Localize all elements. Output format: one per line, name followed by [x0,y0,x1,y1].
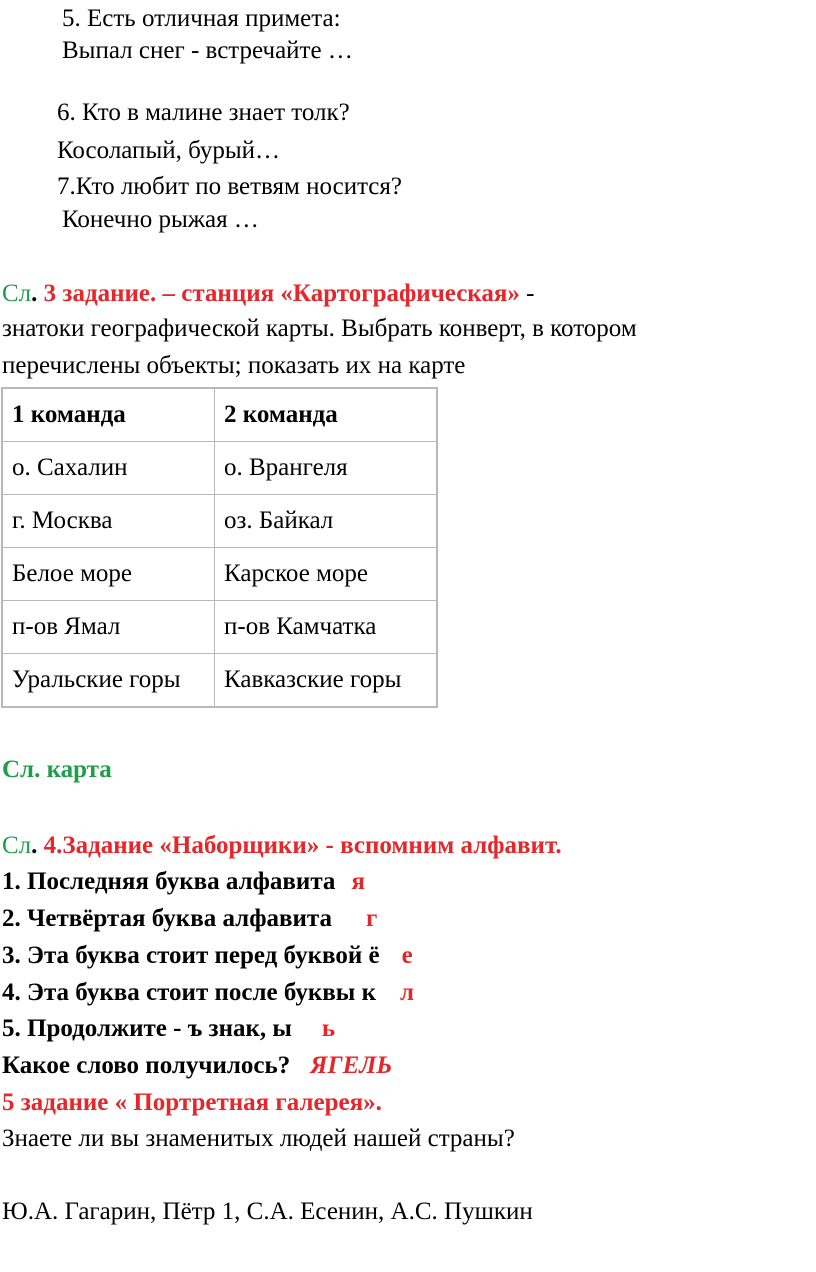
table-row [3,442,437,495]
task4-title: 4.Задание «Наборщики» - вспомним алфавит. [37,832,562,859]
task4-question [2,1051,392,1081]
table-cell: п-ов Ямал [3,601,215,654]
task4-item-question: 4. Эта буква стоит после буквы к [2,979,376,1006]
table-cell: г. Москва [3,495,215,548]
riddle-7-question: 7.Кто любит по ветвям носится? [57,173,402,200]
slide-dot: . [31,832,38,859]
task4-answer-word: ЯГЕЛЬ [310,1052,393,1079]
table-cell: о. Сахалин [3,442,215,495]
task4-item-3 [2,941,413,971]
table-cell: Белое море [3,548,215,601]
table-cell: о. Врангеля [215,442,437,495]
riddle-6-question: 6. Кто в малине знает толк? [57,99,350,126]
task3-title: 3 задание. – станция «Картографическая» [37,280,520,307]
riddle-6-answer: Косолапый, бурый… [57,137,281,164]
slide-marker: Сл [2,832,32,859]
task4-item-question: 5. Продолжите - ъ знак, ы [2,1015,292,1042]
task4-item-2 [2,904,377,934]
table-cell: Карское море [215,548,437,601]
table-cell: Кавказские горы [215,654,437,707]
task3-heading [2,279,534,309]
task5-question: Знаете ли вы знаменитых людей нашей страны? [2,1125,515,1152]
slide-marker: Сл [2,280,32,307]
task5-answer: Ю.А. Гагарин, Пётр 1, С.А. Есенин, А.С. Пушкин [2,1198,533,1225]
riddle-5-answer: Выпал снег - встречайте … [62,37,353,64]
teams-table [2,388,437,707]
slide-map-label: Сл. карта [2,756,112,783]
task3-dash: - [519,280,535,307]
table-row [3,548,437,601]
riddle-5-question: 5. Есть отличная примета: [62,5,341,32]
task4-item-answer: я [351,868,365,895]
task4-item-5 [2,1014,335,1044]
table-header-team1: 1 команда [3,389,215,442]
task4-item-question: 2. Четвёртая буква алфавита [2,905,332,932]
task4-item-4 [2,978,414,1008]
table-cell: Уральские горы [3,654,215,707]
table-cell: оз. Байкал [215,495,437,548]
task4-question-text: Какое слово получилось? [2,1052,291,1079]
task5-title: 5 задание « Портретная галерея». [2,1089,382,1116]
task4-item-1 [2,867,365,897]
task4-item-question: 1. Последняя буква алфавита [2,868,336,895]
table-header-team2: 2 команда [215,389,437,442]
table-row [3,654,437,707]
slide-dot: . [31,280,38,307]
task4-item-answer: г [366,905,378,932]
table-header-row [3,389,437,442]
table-row [3,601,437,654]
task4-item-question: 3. Эта буква стоит перед буквой ё [2,942,380,969]
task3-description-line2: перечислены объекты; показать их на карте [2,352,466,379]
task3-description-line1: знатоки географической карты. Выбрать конверт, в котором [2,315,637,342]
task4-heading [2,831,562,861]
task4-item-answer: л [399,979,415,1006]
task4-item-answer: ь [321,1015,336,1042]
riddle-7-answer: Конечно рыжая … [62,206,259,233]
table-row [3,495,437,548]
task4-item-answer: е [401,942,413,969]
table-cell: п-ов Камчатка [215,601,437,654]
